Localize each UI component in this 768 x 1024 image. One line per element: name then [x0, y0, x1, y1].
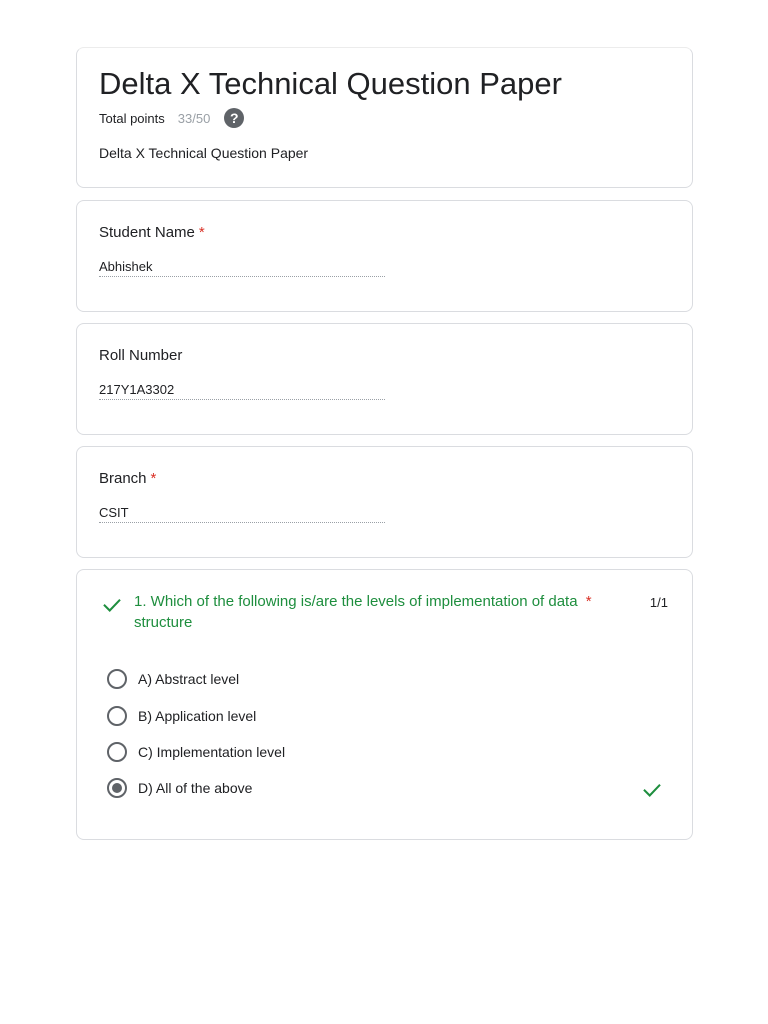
- total-points-row: [99, 108, 244, 128]
- radio-button[interactable]: [107, 742, 127, 762]
- total-points-value: 33/50: [177, 110, 211, 126]
- radio-dot: [112, 783, 122, 793]
- option-label: A) Abstract level: [138, 671, 240, 687]
- roll-number-card: [76, 323, 693, 435]
- question-title: 1. Which of the following is/are the levels of implementation of data * structure: [134, 593, 592, 631]
- form-title: Delta X Technical Question Paper: [99, 66, 562, 101]
- required-asterisk: *: [585, 593, 592, 610]
- form-header-card: [76, 47, 693, 188]
- option-a[interactable]: [107, 669, 239, 689]
- student-name-value: Abhishek: [99, 259, 385, 277]
- question-card: [76, 569, 693, 840]
- branch-value: CSIT: [99, 505, 385, 523]
- option-b[interactable]: [107, 706, 256, 726]
- roll-number-value: 217Y1A3302: [99, 382, 385, 400]
- student-name-label: Student Name *: [99, 224, 205, 241]
- branch-card: [76, 446, 693, 558]
- student-name-card: [76, 200, 693, 312]
- option-label: B) Application level: [138, 708, 257, 724]
- check-icon: [101, 594, 123, 616]
- help-icon[interactable]: ?: [224, 108, 244, 128]
- branch-label: Branch *: [99, 470, 157, 487]
- option-label: C) Implementation level: [138, 744, 286, 760]
- form-description: Delta X Technical Question Paper: [99, 145, 309, 161]
- correct-answer-check-icon: [641, 779, 663, 801]
- required-asterisk: *: [198, 224, 205, 241]
- radio-button[interactable]: [107, 669, 127, 689]
- radio-button-selected[interactable]: [107, 778, 127, 798]
- total-points-label: Total points: [99, 110, 165, 126]
- required-asterisk: *: [150, 470, 157, 487]
- radio-button[interactable]: [107, 706, 127, 726]
- roll-number-label: Roll Number: [99, 347, 183, 364]
- option-c[interactable]: [107, 742, 285, 762]
- option-label: D) All of the above: [138, 780, 253, 796]
- option-d[interactable]: [107, 778, 252, 798]
- question-score: 1/1: [649, 595, 668, 610]
